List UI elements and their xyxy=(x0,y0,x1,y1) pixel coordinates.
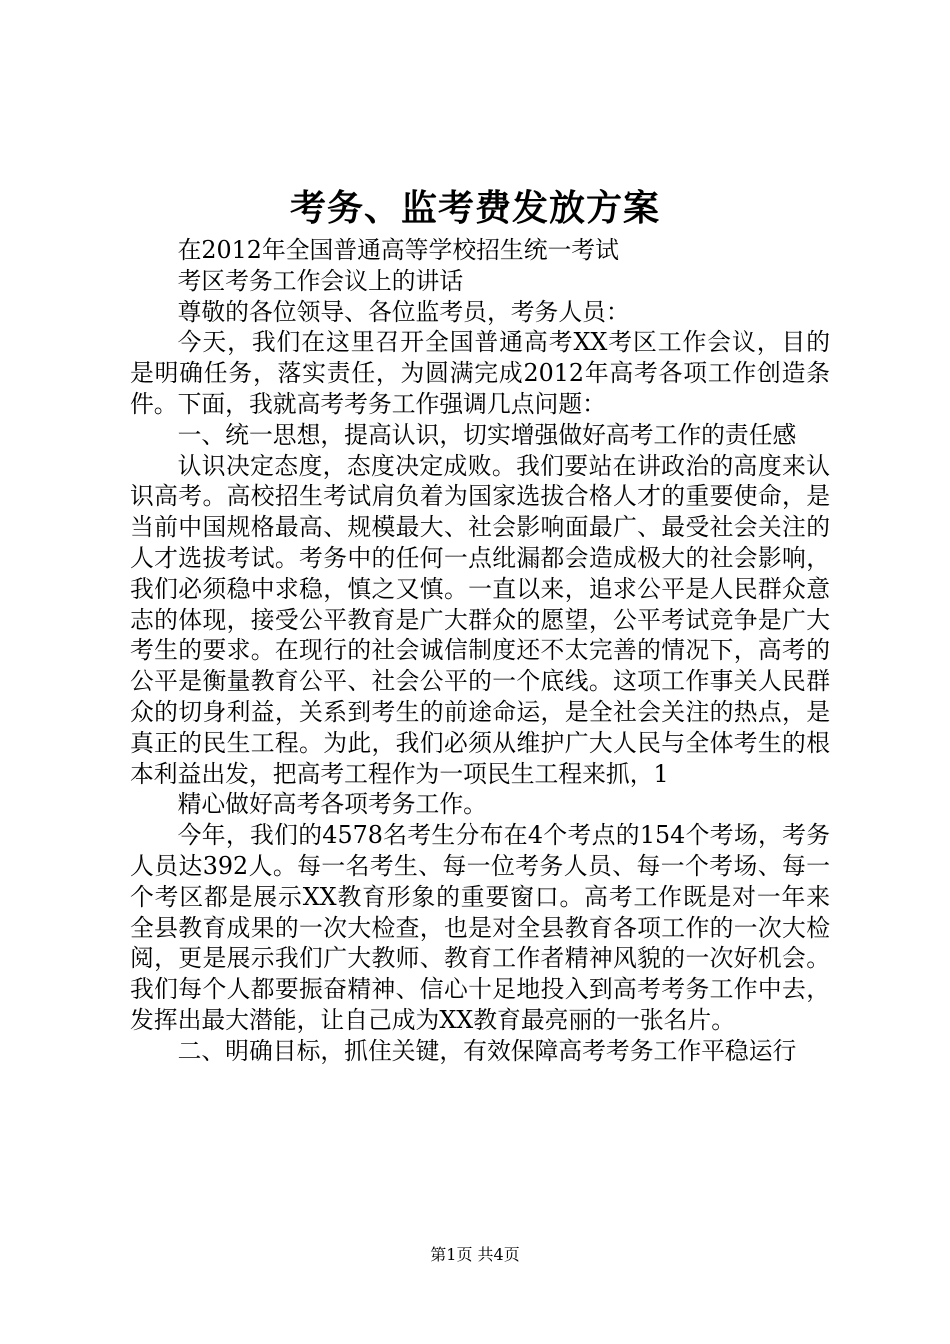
paragraph: 考区考务工作会议上的讲话 xyxy=(177,266,464,295)
document-title: 考务、监考费发放方案 xyxy=(289,187,660,229)
paragraph: 在2012年全国普通高等学校招生统一考试 xyxy=(177,236,619,264)
section-heading: 一、统一思想，提高认识，切实增强做好高考工作的责任感 xyxy=(177,420,797,449)
paragraph: 今年，我们的4578名考生分布在4个考点的154个考场，考务人员达392人。每一名考生、每一位考务人员、每一个考场、每一个考区都是展示XX教育形象的重要窗口。高考工作既是对一年来全县教育成果的一次大检查，也是对全县教育各项工作的一次大检阅，更是展示我们广大教师、教育工作者精神风貌的一次好机会。我们每个人都要振奋精神、信心十足地投入到高考考务工作中去，发挥出最大潜能，让自己成为XX教育最亮丽的一张名片。 xyxy=(130,821,830,1034)
paragraph: 精心做好高考各项考务工作。 xyxy=(177,790,487,819)
paragraph: 尊敬的各位领导、各位监考员，考务人员： xyxy=(177,297,630,326)
page-footer: 第1页 共4页 xyxy=(430,1245,520,1264)
paragraph: 认识决定态度，态度决定成败。我们要站在讲政治的高度来认识高考。高校招生考试肩负着为国家选拔合格人才的重要使命，是当前中国规格最高、规模最大、社会影响面最广、最受社会关注的人才选拔考试。考务中的任何一点纰漏都会造成极大的社会影响，我们必须稳中求稳，慎之又慎。一直以来，追求公平是人民群众意志的体现，接受公平教育是广大群众的愿望，公平考试竞争是广大考生的要求。在现行的社会诚信制度还不太完善的情况下，高考的公平是衡量教育公平、社会公平的一个底线。这项工作事关人民群众的切身利益，关系到考生的前途命运，是全社会关注的热点，是真正的民生工程。为此，我们必须从维护广大人民与全体考生的根本利益出发，把高考工程作为一项民生工程来抓，1 xyxy=(130,451,830,788)
section-heading: 二、明确目标，抓住关键，有效保障高考考务工作平稳运行 xyxy=(177,1036,797,1065)
document-body xyxy=(130,235,830,1067)
paragraph: 今天，我们在这里召开全国普通高考XX考区工作会议，目的是明确任务，落实责任，为圆满完成2012年高考各项工作创造条件。下面，我就高考考务工作强调几点问题： xyxy=(130,328,830,418)
